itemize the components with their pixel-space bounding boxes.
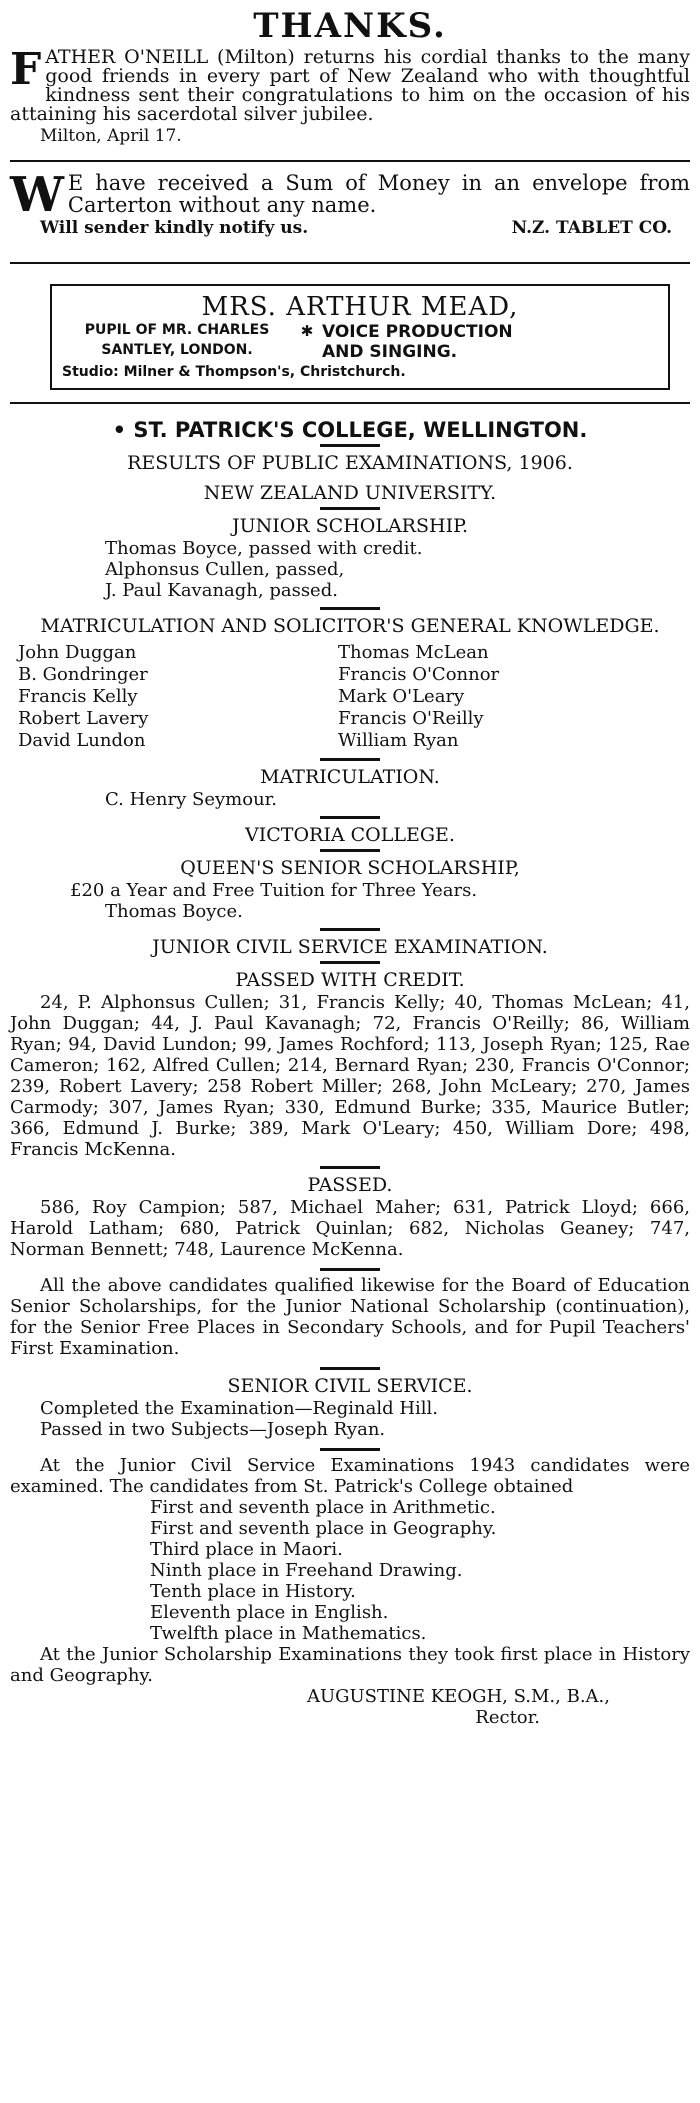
list-item: Eleventh place in English. (150, 1602, 389, 1623)
list-item: Francis O'Connor (338, 664, 500, 685)
list-item: Robert Lavery (18, 708, 149, 729)
list-item: Alphonsus Cullen, passed, (105, 559, 345, 580)
mead-row-1 (62, 322, 658, 342)
senior-cs-heading: SENIOR CIVIL SERVICE. (227, 1375, 473, 1397)
money-dropcap: W (10, 167, 64, 223)
queens-heading: QUEEN'S SENIOR SCHOLARSHIP, (180, 857, 520, 879)
list-item: Francis O'Reilly (338, 708, 484, 729)
short-rule (320, 928, 380, 931)
short-rule (320, 849, 380, 852)
list-item: First and seventh place in Geography. (150, 1518, 497, 1539)
mead-advertisement (50, 284, 670, 390)
jcs-heading: JUNIOR CIVIL SERVICE EXAMINATION. (152, 936, 548, 958)
page (10, 0, 690, 1728)
short-rule (320, 1166, 380, 1169)
junior-scholarship-list (10, 538, 690, 601)
qualified-note: All the above candidates qualified likewise for the Board of Education Senior Scholarships, for the Junior National Scholarship (continuation), for the Senior Free Places in Secondary Schools, and for Pupil Teachers' First Examination. (10, 1275, 690, 1359)
mead-service-1: VOICE PRODUCTION (322, 322, 513, 342)
list-item: Tenth place in History. (150, 1581, 356, 1602)
short-rule (320, 961, 380, 964)
senior-cs-line-1: Completed the Examination—Reginald Hill. (40, 1398, 439, 1419)
rector-signature: AUGUSTINE KEOGH, S.M., B.A., (306, 1686, 610, 1707)
thanks-title: THANKS. (253, 6, 447, 46)
list-item: Ninth place in Freehand Drawing. (150, 1560, 463, 1581)
credit-list: 24, P. Alphonsus Cullen; 31, Francis Kelly; 40, Thomas McLean; 41, John Duggan; 44, J. Paul Kavanagh; 72, Francis O'Reilly; 86, William Ryan; 94, David Lundon; 99, James Rochford; 113, Joseph Ryan; 125, Rae Cameron; 162, Alfred Cullen; 214, Bernard Ryan; 230, Francis O'Connor; 239, Robert Lavery; 258 Robert Miller; 268, John McLeary; 270, James Carmody; 307, James Ryan; 330, Edmund Burke; 335, Maurice Butler; 366, Edmund J. Burke; 389, Mark O'Leary; 450, William Dore; 498, Francis McKenna. (10, 992, 690, 1160)
money-signer: N.Z. TABLET CO. (511, 218, 672, 238)
matric-solicitor-heading: MATRICULATION AND SOLICITOR'S GENERAL KNOWLEDGE. (40, 615, 660, 637)
passed-list: 586, Roy Campion; 587, Michael Maher; 631, Patrick Lloyd; 666, Harold Latham; 680, Patrick Quinlan; 682, Nicholas Geaney; 747, Norman Bennett; 748, Laurence McKenna. (10, 1197, 690, 1260)
scholarship-note: At the Junior Scholarship Examinations they took first place in History and Geography. (10, 1644, 690, 1686)
thanks-dropcap: F (10, 44, 42, 95)
money-notice (10, 167, 690, 223)
places-list (10, 1497, 690, 1644)
thanks-notice (10, 44, 690, 125)
list-item: Third place in Maori. (150, 1539, 343, 1560)
thanks-text: ATHER O'NEILL (Milton) returns his cordial thanks to the many good friends in every part of New Zealand who with thoughtful kindness sent their congratulations to him on the occasion of his attaining his sacerdotal silver jubilee. (10, 46, 690, 125)
passed-heading: PASSED. (307, 1174, 393, 1196)
list-item: David Lundon (18, 730, 146, 751)
nzu-heading: NEW ZEALAND UNIVERSITY. (203, 482, 497, 504)
short-rule (320, 758, 380, 761)
credit-heading: PASSED WITH CREDIT. (235, 969, 465, 991)
divider (10, 262, 690, 264)
short-rule (320, 1448, 380, 1451)
list-item: B. Gondringer (18, 664, 148, 685)
money-signature-row (10, 218, 690, 238)
junior-scholarship-heading: JUNIOR SCHOLARSHIP. (231, 515, 469, 537)
matric-solicitor-names (10, 642, 690, 752)
list-item: Twelfth place in Mathematics. (150, 1623, 427, 1644)
money-request: Will sender kindly notify us. (40, 218, 309, 238)
short-rule (320, 444, 380, 447)
short-rule (320, 1367, 380, 1370)
mead-service-2: AND SINGING. (322, 342, 458, 362)
short-rule (320, 816, 380, 819)
list-item: First and seventh place in Arithmetic. (150, 1497, 496, 1518)
mead-pupil-1: PUPIL OF MR. CHARLES (84, 322, 270, 338)
star-icon: ✱ (300, 322, 314, 340)
queens-name: Thomas Boyce. (105, 901, 243, 922)
divider (10, 160, 690, 162)
results-heading: RESULTS OF PUBLIC EXAMINATIONS, 1906. (127, 452, 573, 474)
list-item: Thomas McLean (338, 642, 489, 663)
mead-row-2 (62, 342, 658, 362)
short-rule (320, 607, 380, 610)
short-rule (320, 507, 380, 510)
college-title: • ST. PATRICK'S COLLEGE, WELLINGTON. (112, 418, 588, 442)
victoria-heading: VICTORIA COLLEGE. (245, 824, 455, 846)
matriculation-name: C. Henry Seymour. (105, 789, 278, 810)
list-item: John Duggan (18, 642, 137, 663)
list-item: Mark O'Leary (338, 686, 465, 707)
senior-cs-line-2: Passed in two Subjects—Joseph Ryan. (40, 1419, 386, 1440)
thanks-dateline: Milton, April 17. (40, 126, 182, 146)
divider (10, 402, 690, 404)
money-text: E have received a Sum of Money in an envelope from Carterton without any name. (67, 171, 690, 217)
short-rule (320, 1268, 380, 1271)
list-item: Francis Kelly (18, 686, 138, 707)
queens-award: £20 a Year and Free Tuition for Three Years. (70, 880, 478, 901)
list-item: William Ryan (338, 730, 459, 751)
matriculation-heading: MATRICULATION. (260, 766, 440, 788)
list-item: J. Paul Kavanagh, passed. (105, 580, 338, 601)
mead-name: MRS. ARTHUR MEAD, (201, 292, 519, 322)
mead-studio: Studio: Milner & Thompson's, Christchurch. (62, 364, 406, 380)
list-item: Thomas Boyce, passed with credit. (105, 538, 423, 559)
summary-intro: At the Junior Civil Service Examinations 1943 candidates were examined. The candidates from St. Patrick's College obtained (10, 1455, 690, 1497)
rector-title: Rector. (475, 1707, 540, 1728)
mead-pupil-2: SANTLEY, LONDON. (101, 342, 253, 358)
